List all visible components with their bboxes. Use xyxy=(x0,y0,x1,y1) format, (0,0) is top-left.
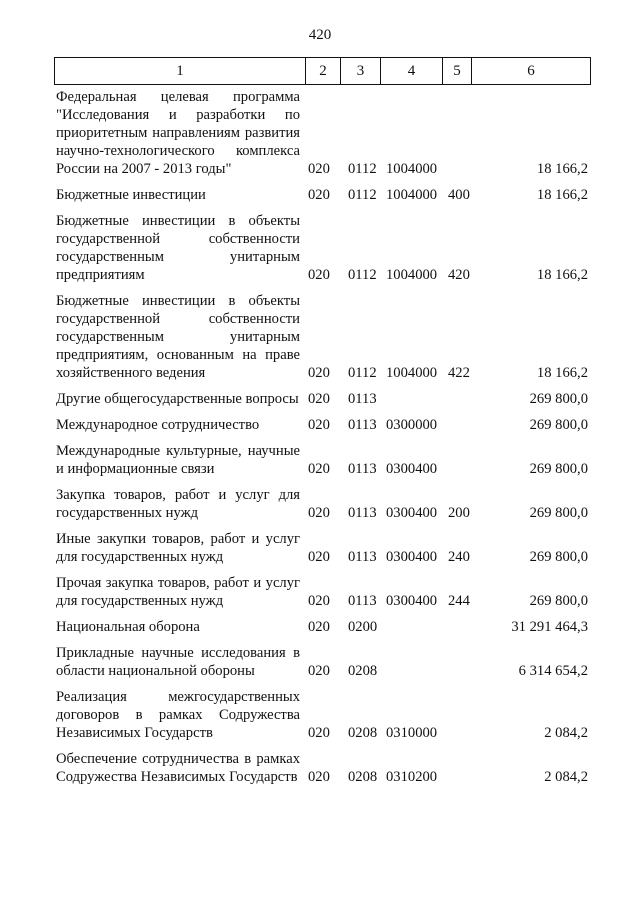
table-row xyxy=(56,186,592,204)
row-col-3: 0113 xyxy=(348,505,377,521)
row-col-2: 020 xyxy=(308,365,330,381)
row-col-2: 020 xyxy=(308,549,330,565)
row-col-2: 020 xyxy=(308,187,330,203)
row-col-4: 0300400 xyxy=(386,505,438,521)
row-col-2: 020 xyxy=(308,417,330,433)
row-col-2: 020 xyxy=(308,663,330,679)
row-col-5: 420 xyxy=(448,267,470,283)
row-col-4: 0300400 xyxy=(386,549,438,565)
row-col-4: 1004000 xyxy=(386,187,438,203)
row-col-2: 020 xyxy=(308,769,330,785)
row-amount: 269 800,0 xyxy=(529,461,588,477)
row-amount: 2 084,2 xyxy=(544,769,588,785)
row-col-4: 0300400 xyxy=(386,593,438,609)
row-col-3: 0113 xyxy=(348,461,377,477)
table-row xyxy=(56,292,592,382)
row-amount: 269 800,0 xyxy=(529,391,588,407)
row-col-5: 244 xyxy=(448,593,470,609)
table-row xyxy=(56,574,592,610)
row-amount: 269 800,0 xyxy=(529,593,588,609)
table-row xyxy=(56,442,592,478)
table-body xyxy=(56,88,592,794)
row-amount: 31 291 464,3 xyxy=(511,619,588,635)
row-amount: 269 800,0 xyxy=(529,417,588,433)
row-col-3: 0208 xyxy=(348,725,378,741)
row-col-3: 0112 xyxy=(348,187,377,203)
row-amount: 6 314 654,2 xyxy=(518,663,588,679)
row-col-3: 0200 xyxy=(348,619,378,635)
row-col-3: 0113 xyxy=(348,391,377,407)
header-col-6: 6 xyxy=(527,63,535,79)
table-row xyxy=(56,486,592,522)
row-amount: 18 166,2 xyxy=(536,365,588,381)
table-row xyxy=(56,530,592,566)
row-amount: 18 166,2 xyxy=(536,267,588,283)
row-col-4: 0310200 xyxy=(386,769,438,785)
row-col-2: 020 xyxy=(308,267,330,283)
row-name: Реализация межгосударственных договоров в рамках Содружества Независимых Государств xyxy=(56,689,300,741)
row-name: Прочая закупка товаров, работ и услуг для государственных нужд xyxy=(56,575,300,609)
row-col-3: 0112 xyxy=(348,365,377,381)
header-col-5: 5 xyxy=(443,58,472,84)
row-col-3: 0113 xyxy=(348,417,377,433)
table-header xyxy=(54,57,591,85)
row-col-3: 0112 xyxy=(348,267,377,283)
row-name: Бюджетные инвестиции в объекты государственной собственности государственным унитарным предприятиям xyxy=(56,213,300,283)
row-amount: 269 800,0 xyxy=(529,549,588,565)
row-col-5: 240 xyxy=(448,549,470,565)
row-name: Обеспечение сотрудничества в рамках Содружества Независимых Государств xyxy=(56,751,300,785)
table-row xyxy=(56,618,592,636)
table-row xyxy=(56,750,592,786)
row-name: Бюджетные инвестиции xyxy=(56,187,206,203)
row-col-4: 1004000 xyxy=(386,365,438,381)
row-col-3: 0208 xyxy=(348,663,378,679)
row-col-5: 200 xyxy=(448,505,470,521)
row-name: Международные культурные, научные и информационные связи xyxy=(56,443,300,477)
row-col-2: 020 xyxy=(308,619,330,635)
row-col-2: 020 xyxy=(308,161,330,177)
table-row xyxy=(56,212,592,284)
table-row xyxy=(56,390,592,408)
row-col-2: 020 xyxy=(308,725,330,741)
row-col-2: 020 xyxy=(308,391,330,407)
row-name: Закупка товаров, работ и услуг для государственных нужд xyxy=(56,487,300,521)
row-col-2: 020 xyxy=(308,505,330,521)
row-name: Бюджетные инвестиции в объекты государственной собственности государственным унитарным предприятиям, основанным на праве хозяйственного ведения xyxy=(56,293,300,381)
row-name: Международное сотрудничество xyxy=(56,417,260,433)
row-amount: 2 084,2 xyxy=(544,725,588,741)
row-col-2: 020 xyxy=(308,593,330,609)
row-col-4: 0300000 xyxy=(386,417,438,433)
row-amount: 269 800,0 xyxy=(529,505,588,521)
row-name: Федеральная целевая программа "Исследования и разработки по приоритетным направлениям развития научно-технологического комплекса России на 2007 - 2013 годы" xyxy=(56,89,300,177)
row-col-5: 400 xyxy=(448,187,470,203)
table-row xyxy=(56,644,592,680)
row-name: Иные закупки товаров, работ и услуг для государственных нужд xyxy=(56,531,300,565)
row-name: Национальная оборона xyxy=(56,619,200,635)
row-col-4: 0300400 xyxy=(386,461,438,477)
row-col-3: 0113 xyxy=(348,593,377,609)
row-col-3: 0112 xyxy=(348,161,377,177)
header-col-3: 3 xyxy=(341,58,381,84)
table-row xyxy=(56,688,592,742)
page-number: 420 xyxy=(308,27,332,43)
header-col-4: 4 xyxy=(381,58,443,84)
row-col-3: 0208 xyxy=(348,769,378,785)
table-row xyxy=(56,88,592,178)
row-amount: 18 166,2 xyxy=(536,187,588,203)
row-name: Прикладные научные исследования в области национальной обороны xyxy=(56,645,300,679)
row-name: Другие общегосударственные вопросы xyxy=(56,391,299,407)
row-col-2: 020 xyxy=(308,461,330,477)
table-row xyxy=(56,416,592,434)
row-col-4: 1004000 xyxy=(386,267,438,283)
header-col-1: 1 xyxy=(55,58,306,84)
header-col-2: 2 xyxy=(306,58,341,84)
row-col-4: 0310000 xyxy=(386,725,438,741)
row-amount: 18 166,2 xyxy=(536,161,588,177)
row-col-5: 422 xyxy=(448,365,470,381)
row-col-3: 0113 xyxy=(348,549,377,565)
row-col-4: 1004000 xyxy=(386,161,438,177)
